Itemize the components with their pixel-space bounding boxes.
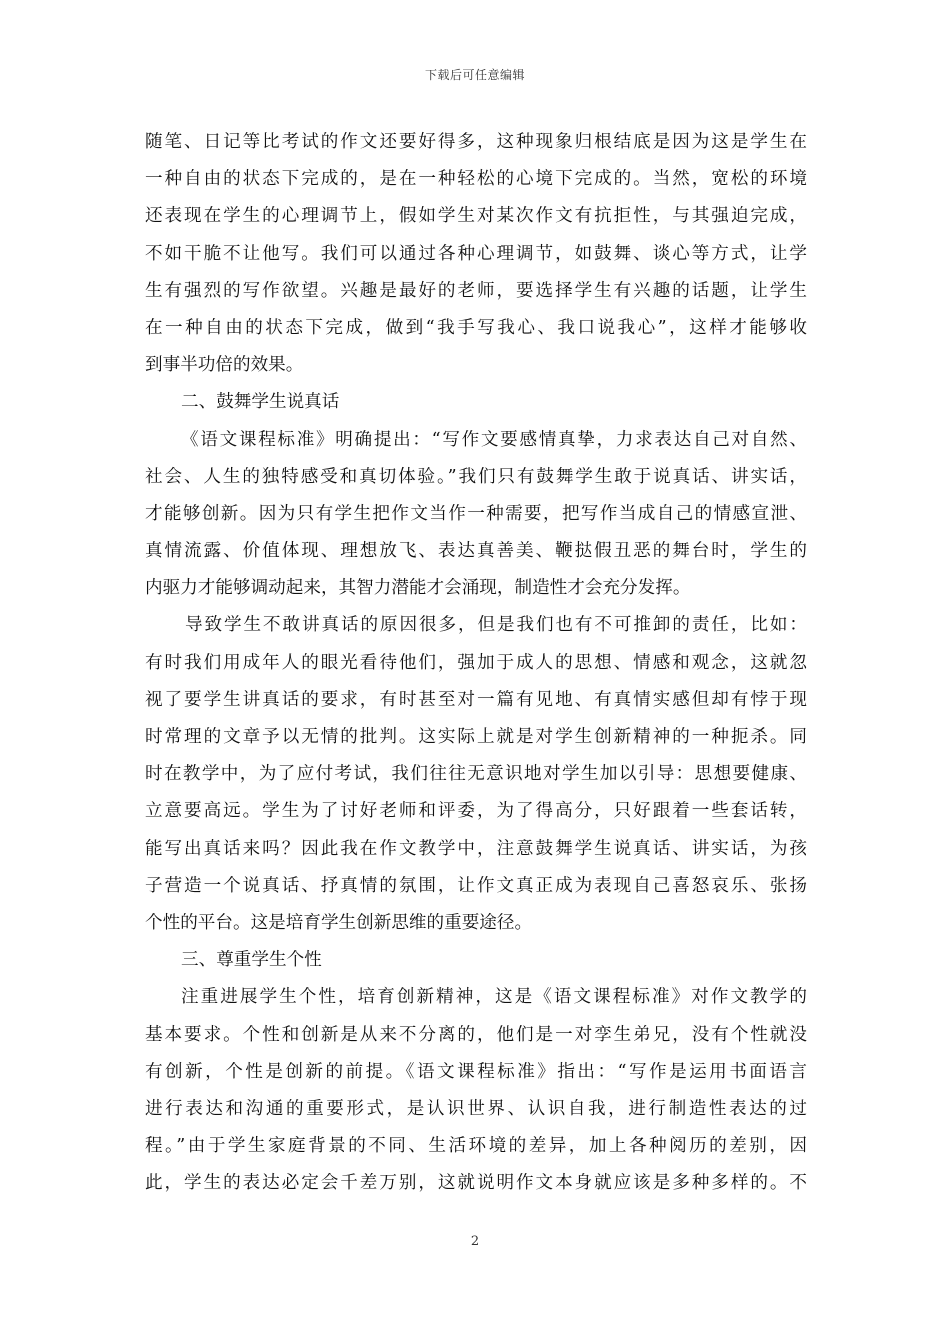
- paragraph-line: 《语文课程标准》明确提出：“写作文要感情真挚，力求表达自己对自然、: [181, 429, 807, 450]
- paragraph-line: 随笔、日记等比考试的作文还要好得多，这种现象归根结底是因为这是学生在: [145, 132, 807, 152]
- paragraph-line: 在一种自由的状态下完成，做到“我手写我心、我口说我心”，这样才能够收: [145, 317, 807, 338]
- paragraph-line: 一种自由的状态下完成的，是在一种轻松的心境下完成的。当然，宽松的环境: [145, 169, 807, 190]
- paragraph-line: 视了要学生讲真话的要求，有时甚至对一篇有见地、有真情实感但却有悖于现: [145, 689, 807, 710]
- paragraph-line: 有创新，个性是创新的前提。《语文课程标准》指出：“写作是运用书面语言: [145, 1061, 807, 1082]
- paragraph-line: 社会、人生的独特感受和真切体验。”我们只有鼓舞学生敢于说真话、讲实话，: [145, 466, 807, 487]
- section-heading: 三、尊重学生个性: [181, 950, 322, 971]
- paragraph-line: 导致学生不敢讲真话的原因很多，但是我们也有不可推卸的责任，比如：: [185, 615, 807, 636]
- section-heading: 二、鼓舞学生说真话: [181, 392, 340, 413]
- paragraph-line: 真情流露、价值体现、理想放飞、表达真善美、鞭挞假丑恶的舞台时，学生的: [145, 541, 807, 562]
- paragraph-line: 个性的平台。这是培育学生创新思维的重要途径。: [145, 912, 533, 933]
- paragraph-line: 注重进展学生个性，培育创新精神，这是《语文课程标准》对作文教学的: [181, 987, 807, 1008]
- paragraph-line: 时在教学中，为了应付考试，我们往往无意识地对学生加以引导：思想要健康、: [145, 764, 807, 785]
- paragraph-line: 有时我们用成年人的眼光看待他们，强加于成人的思想、情感和观念，这就忽: [145, 652, 807, 673]
- paragraph-line: 时常理的文章予以无情的批判。这实际上就是对学生创新精神的一种扼杀。同: [145, 727, 807, 747]
- paragraph-line: 不如干脆不让他写。我们可以通过各种心理调节，如鼓舞、谈心等方式，让学: [145, 243, 807, 264]
- paragraph-line: 子营造一个说真话、抒真情的氛围，让作文真正成为表现自己喜怒哀乐、张扬: [145, 875, 807, 896]
- paragraph-line: 才能够创新。因为只有学生把作文当作一种需要，把写作当成自己的情感宣泄、: [145, 503, 807, 524]
- paragraph-line: 程。”由于学生家庭背景的不同、生活环境的差异，加上各种阅历的差别，因: [145, 1136, 807, 1157]
- paragraph-line: 到事半功倍的效果。: [145, 355, 304, 376]
- paragraph-line: 还表现在学生的心理调节上，假如学生对某次作文有抗拒性，与其强迫完成，: [145, 206, 807, 227]
- body-text: [145, 124, 807, 1202]
- page-header: 下载后可任意编辑: [424, 68, 525, 82]
- paragraph-line: 基本要求。个性和创新是从来不分离的，他们是一对孪生弟兄，没有个性就没: [145, 1024, 807, 1045]
- page-number: 2: [470, 1234, 480, 1249]
- paragraph-line: 能写出真话来吗？因此我在作文教学中，注意鼓舞学生说真话、讲实话，为孩: [145, 838, 807, 859]
- paragraph-line: 立意要高远。学生为了讨好老师和评委，为了得高分，只好跟着一些套话转，: [145, 801, 807, 822]
- paragraph-line: 内驱力才能够调动起来，其智力潜能才会涌现，制造性才会充分发挥。: [145, 578, 691, 599]
- paragraph-line: 进行表达和沟通的重要形式，是认识世界、认识自我，进行制造性表达的过: [145, 1098, 807, 1119]
- paragraph-line: 此，学生的表达必定会千差万别，这就说明作文本身就应该是多种多样的。不: [145, 1173, 807, 1194]
- paragraph-line: 生有强烈的写作欲望。兴趣是最好的老师，要选择学生有兴趣的话题，让学生: [145, 280, 807, 301]
